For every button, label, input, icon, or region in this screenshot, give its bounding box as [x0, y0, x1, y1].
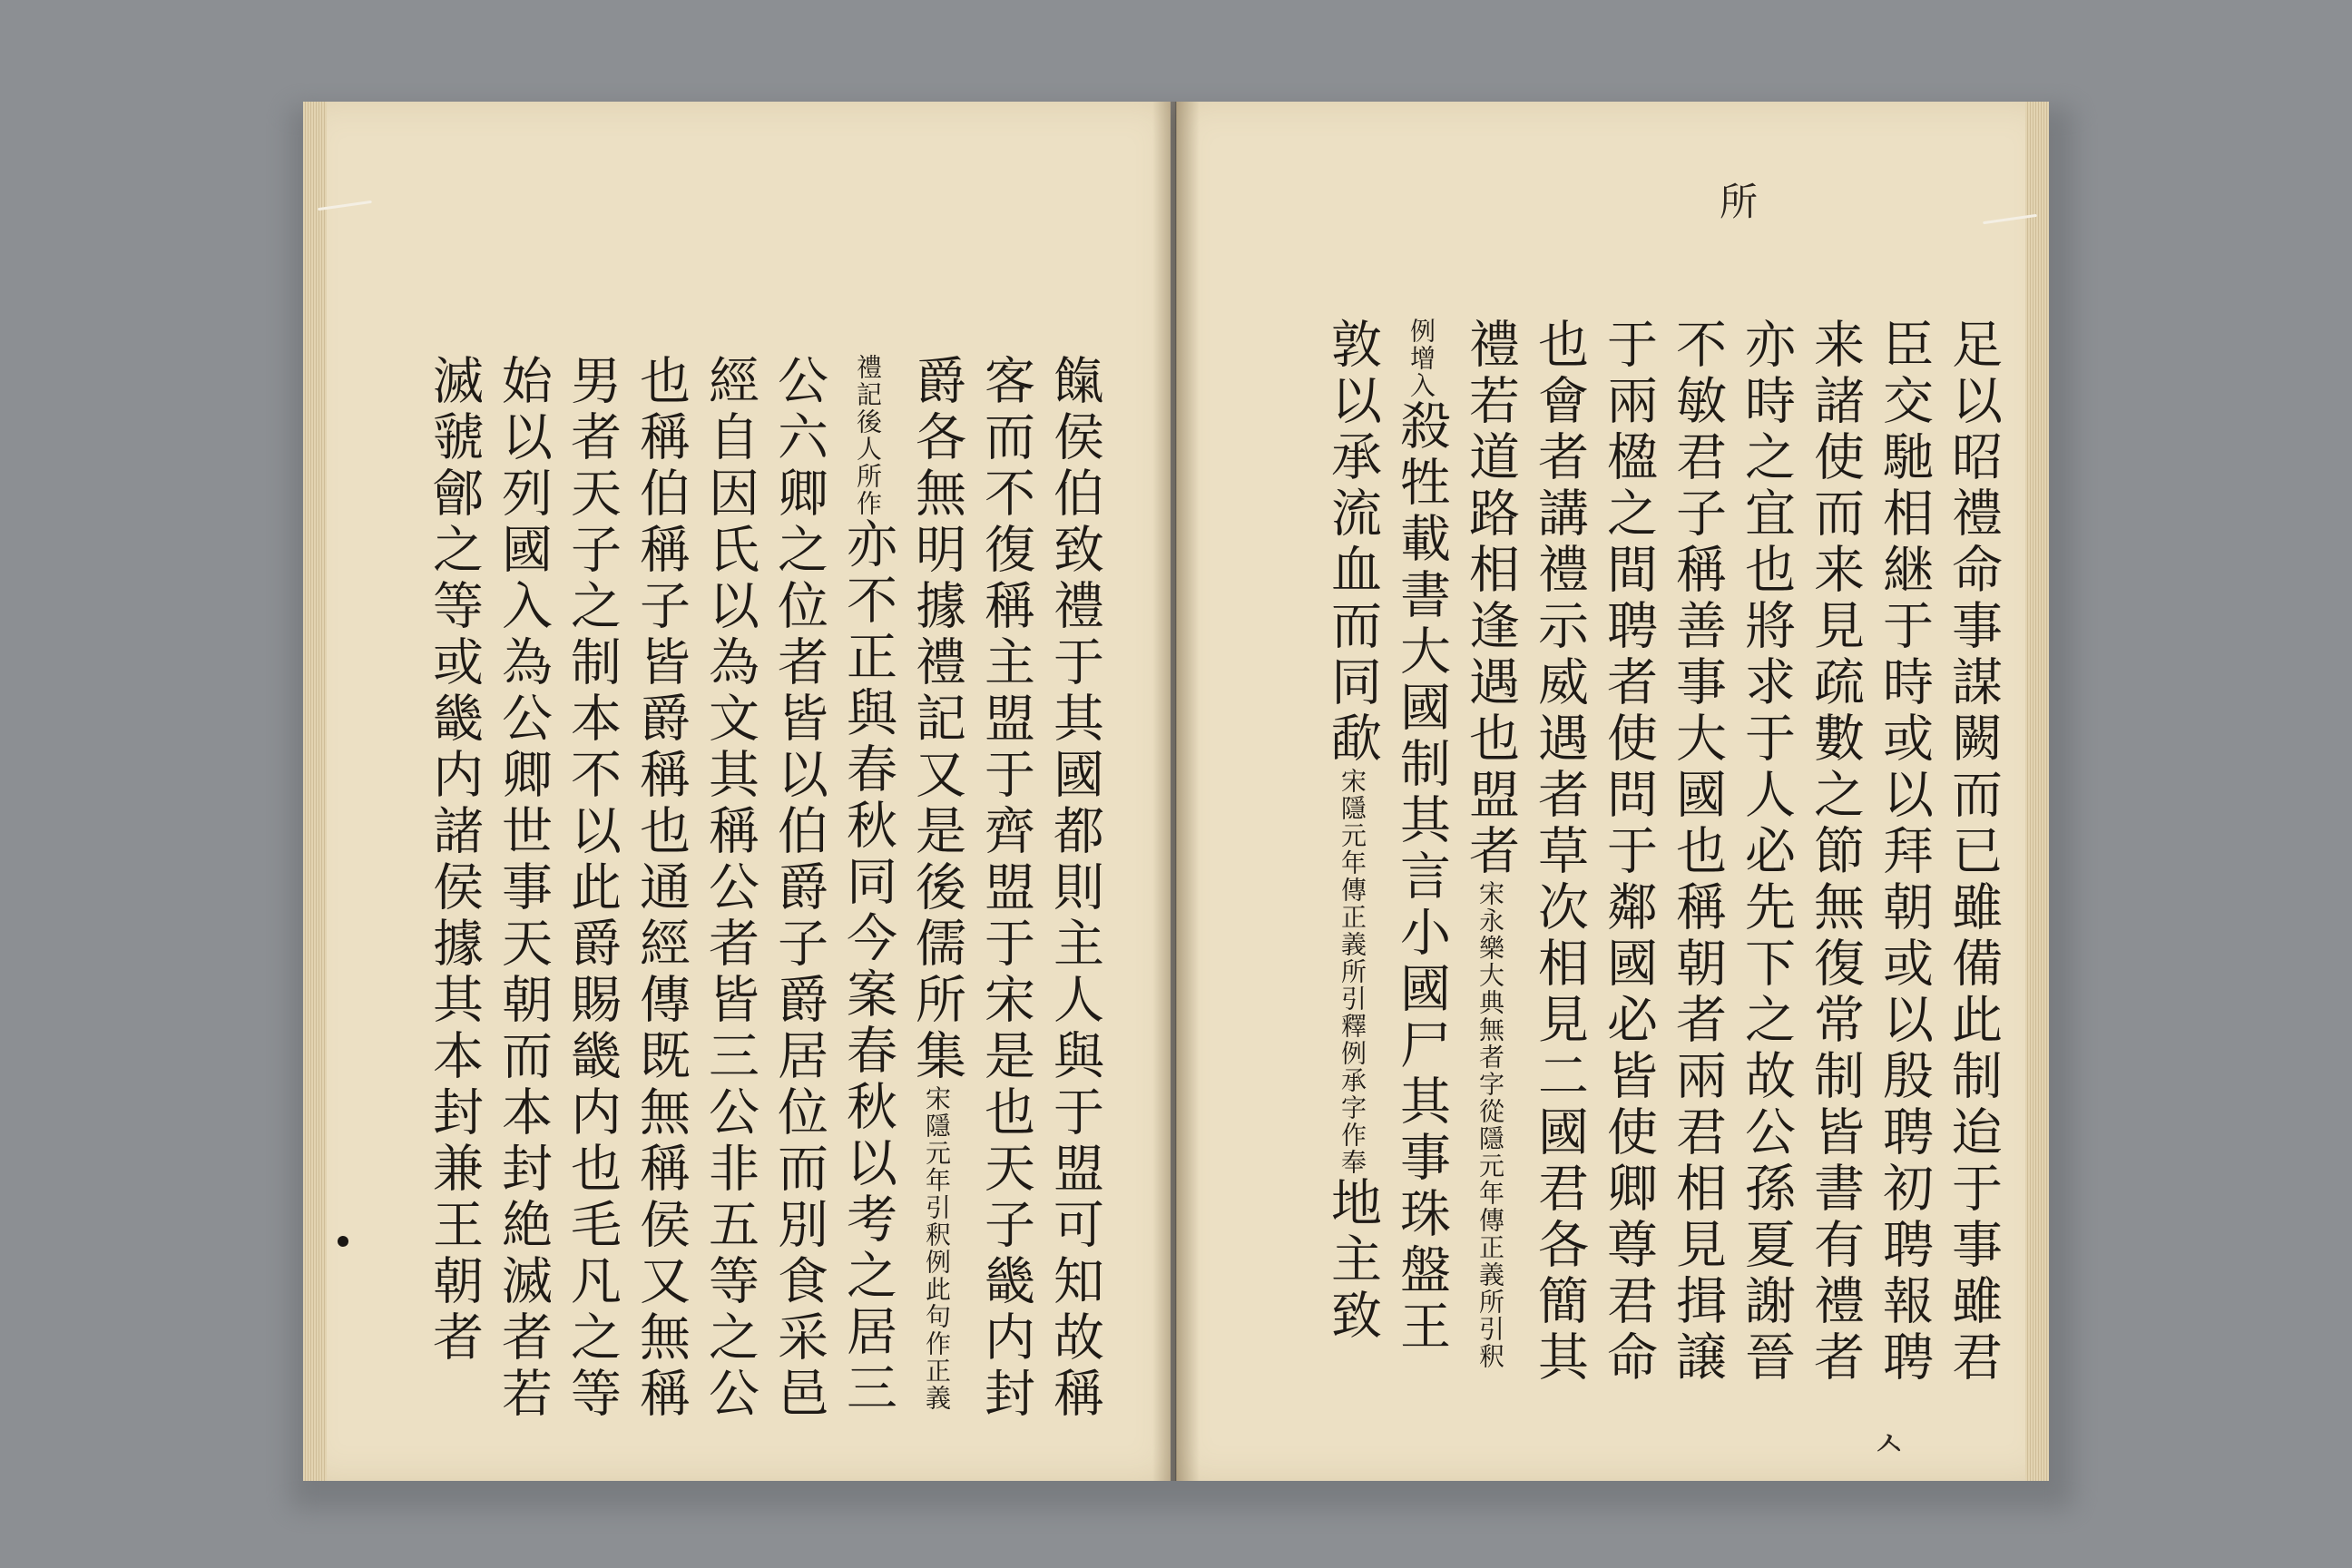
text-column: 也稱伯稱子皆爵稱也通經傳既無稱侯又無稱 [632, 354, 691, 1423]
page-marker: 所 [1720, 180, 1759, 224]
end-mark: ㅅ [1871, 1424, 1906, 1465]
book-gutter [1152, 102, 1200, 1481]
text-column: 来諸使而来見疏數之節無復常制皆書有禮者 [1806, 318, 1865, 1387]
annotation: 宋隱元年引釈例此句作正義 [922, 1085, 952, 1412]
text-column: 公六卿之位者皆以伯爵子爵居位而別食采邑 [769, 354, 828, 1423]
text-column: 足以昭禮命事謀闕而已雖備此制迨于事雖君 [1944, 318, 2003, 1387]
annotation: 宋永樂大典無者字從隱元年傳正義所引釈 [1475, 880, 1505, 1370]
text-column: 例增入殺牲載書大國制其言小國尸其事珠盤王 [1392, 318, 1451, 1356]
text-column: 爵各無明據禮記又是後儒所集宋隱元年引釈例此句作正義 [907, 354, 966, 1412]
text-column: 禮若道路相逢遇也盟者宋永樂大典無者字從隱元年傳正義所引釈 [1461, 318, 1520, 1370]
right-page-text [1230, 318, 2001, 1397]
text-column: 禮記後人所作亦不正與春秋同今案春秋以考之居三 [838, 354, 897, 1417]
text-column: 滅虢鄶之等或畿内諸侯據其本封兼王朝者 [425, 354, 484, 1367]
text-column: 客而不復稱主盟于齊盟于宋是也天子畿内封 [976, 354, 1035, 1423]
text-column: 餼侯伯致禮于其國都則主人與于盟可知故稱 [1045, 354, 1104, 1423]
annotation: 例增入 [1406, 318, 1436, 399]
text-column: 臣交馳相継于時或以拜朝或以殷聘初聘報聘 [1875, 318, 1934, 1387]
annotation: 宋隱元年傳正義所引釋例承字作奉 [1338, 768, 1367, 1176]
ink-dot [338, 1236, 348, 1247]
text-column: 敦以承流血而同歃宋隱元年傳正義所引釋例承字作奉地主致 [1323, 318, 1382, 1345]
text-column: 亦時之宜也將求于人必先下之故公孫夏謝晉 [1737, 318, 1796, 1387]
text-column: 不敏君子稱善事大國也稱朝者兩君相見揖譲 [1668, 318, 1727, 1387]
text-column: 男者天子之制本不以此爵賜畿内也毛凡之等 [563, 354, 622, 1423]
text-column: 始以列國入為公卿世事天朝而本封絶滅者若 [494, 354, 553, 1423]
left-page-text [358, 354, 1102, 1434]
text-column: 也會者講禮示威遇者草次相見二國君各簡其 [1530, 318, 1589, 1387]
text-column: 于兩楹之間聘者使問于鄰國必皆使卿尊君命 [1599, 318, 1658, 1387]
annotation: 禮記後人所作 [853, 354, 883, 517]
text-column: 經自因氏以為文其稱公者皆三公非五等之公 [701, 354, 760, 1423]
